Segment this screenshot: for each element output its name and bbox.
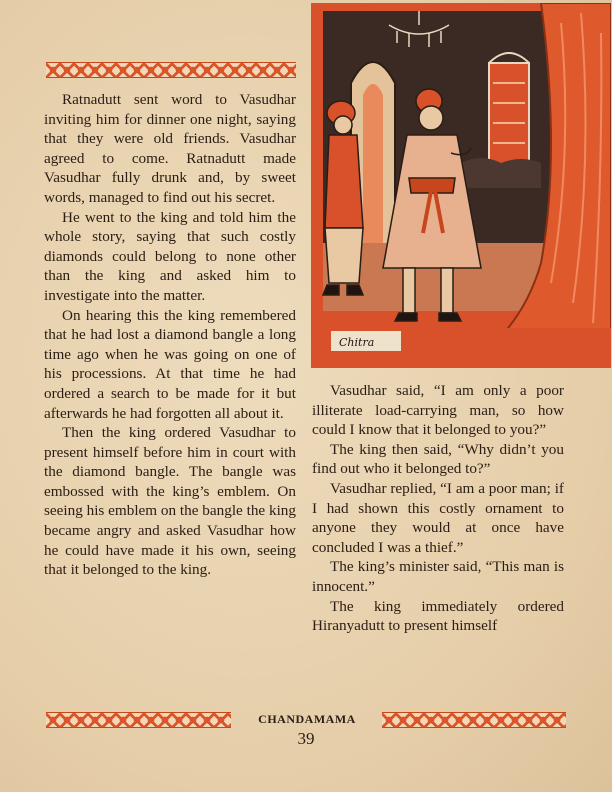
paragraph: The king immediately ordered Hiranyadutt to present himself	[312, 597, 564, 635]
right-text-column	[312, 381, 564, 636]
artist-signature: Chitra	[339, 336, 375, 349]
illustration-drawing	[311, 3, 611, 368]
left-text-column	[44, 90, 296, 580]
paragraph: Ratnadutt sent word to Vasudhar inviting him for dinner one night, saying that they were old friends. Vasudhar agreed to come. Ratnadutt made Vasudhar fully drunk and, by sweet words, managed to find out his secret.	[44, 91, 296, 206]
top-ornament-border	[46, 62, 296, 78]
paragraph: Vasudhar said, “I am only a poor illiterate load-carrying man, so how could I know that it belonged to you?”	[312, 382, 564, 439]
paragraph: On hearing this the king remembered that he had lost a diamond bangle a long time ago when he was going on one of his processions. At that time he had ordered a search to be made for it but afterwards he had forgotten all about it.	[44, 306, 296, 422]
page-number: 39	[297, 729, 315, 748]
paragraph: The king’s minister said, “This man is innocent.”	[312, 558, 564, 595]
story-illustration	[311, 3, 611, 368]
magazine-title: CHANDAMAMA	[258, 712, 356, 726]
paragraph: Vasudhar replied, “I am a poor man; if I had shown this costly ornament to anyone they would at once have concluded I was a thief.”	[312, 479, 564, 556]
paragraph: The king then said, “Why didn’t you find out who it belonged to?”	[312, 440, 564, 478]
footer-ornament-right	[382, 712, 566, 728]
paragraph: Then the king ordered Vasudhar to present himself before him in court with the diamond bangle. The bangle was embossed with the king’s emblem. On seeing his emblem on the bangle the king became angry and asked Vasudhar how he could have made it his own, seeing that it belonged to the king.	[44, 424, 296, 579]
paragraph: He went to the king and told him the whole story, saying that such costly diamonds could belong to none other than the king and asked him to investigate into the matter.	[44, 208, 296, 304]
footer-ornament-left	[46, 712, 231, 728]
